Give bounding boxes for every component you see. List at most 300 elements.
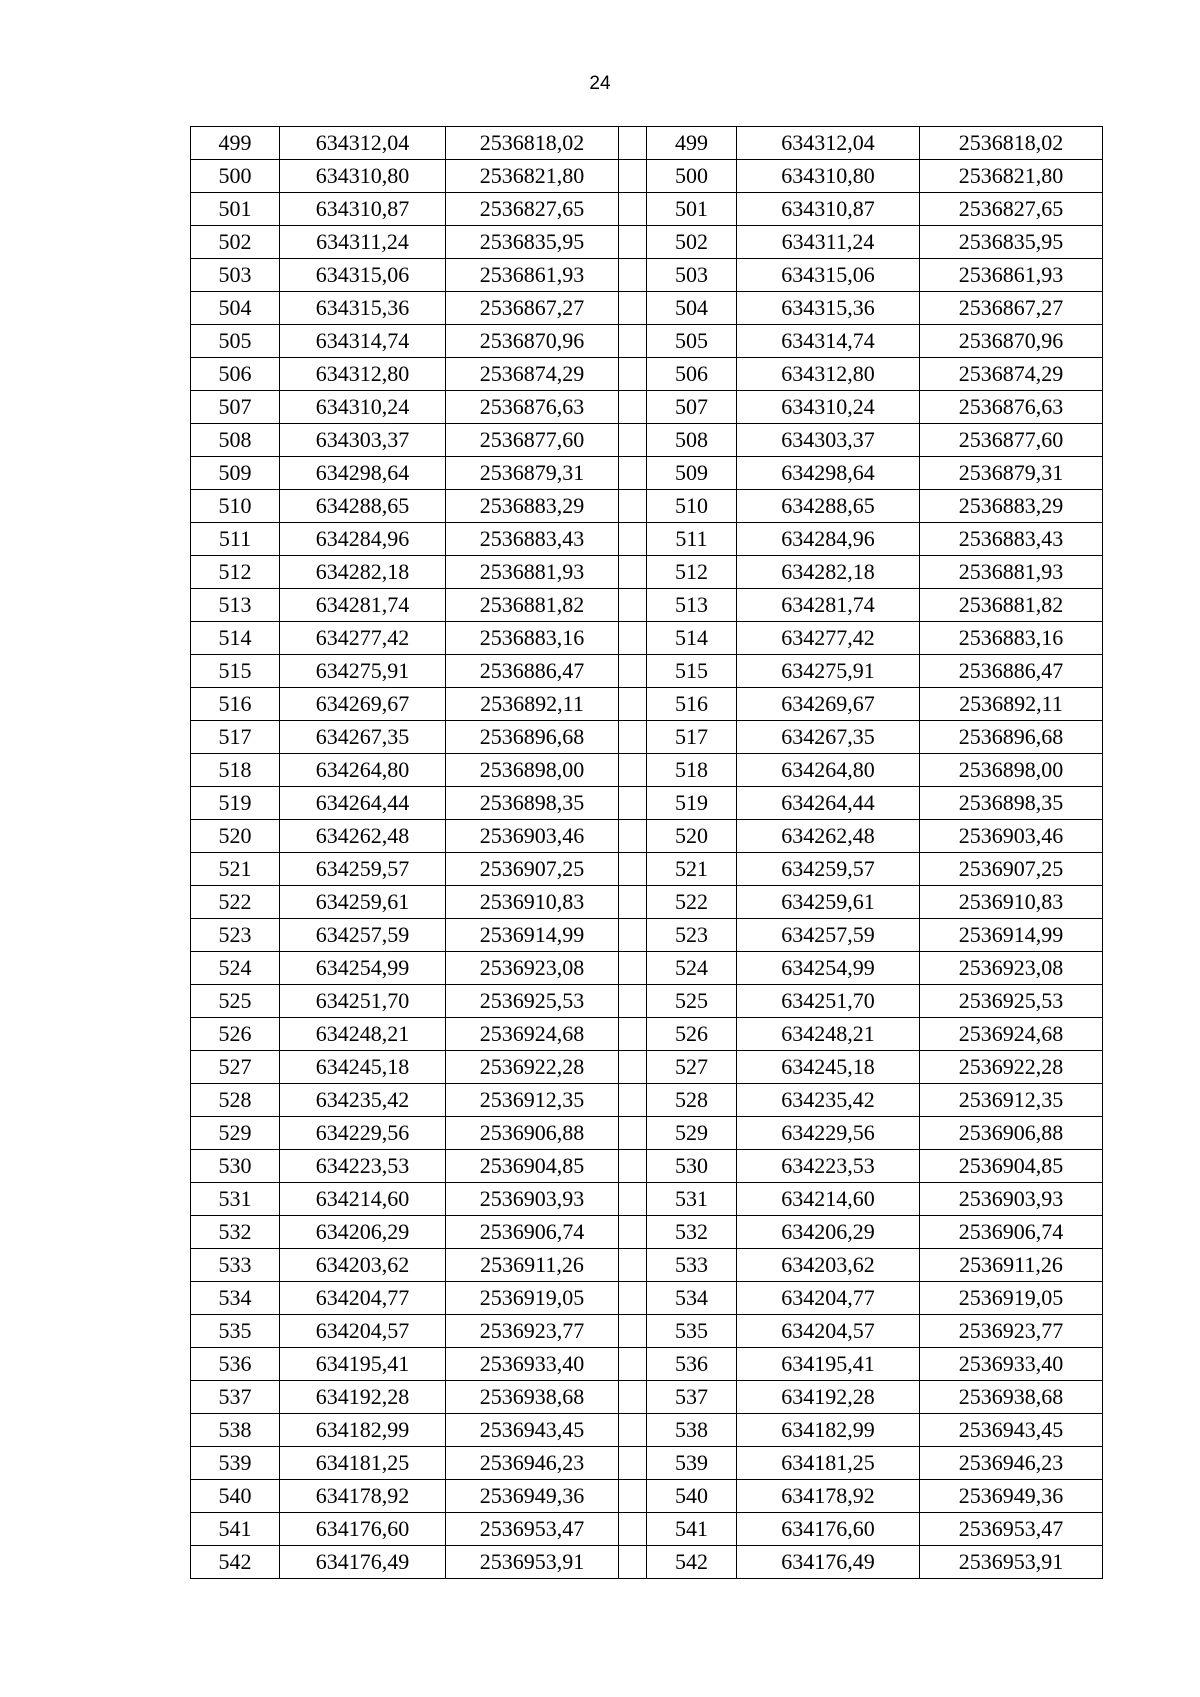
right-point-number-cell: 522 — [647, 886, 737, 919]
coordinates-table-body — [191, 127, 1103, 1579]
left-point-number-cell: 527 — [191, 1051, 280, 1084]
right-y-coordinate-cell: 2536938,68 — [920, 1381, 1103, 1414]
right-point-number-cell: 536 — [647, 1348, 737, 1381]
left-y-coordinate-cell: 2536821,80 — [446, 160, 619, 193]
page-number: 24 — [589, 73, 611, 94]
left-y-coordinate-cell: 2536827,65 — [446, 193, 619, 226]
separator-cell — [619, 589, 647, 622]
left-x-coordinate-cell: 634281,74 — [280, 589, 446, 622]
left-point-number-cell: 509 — [191, 457, 280, 490]
right-point-number-cell: 517 — [647, 721, 737, 754]
table-row — [191, 1282, 1103, 1315]
right-point-number-cell: 506 — [647, 358, 737, 391]
left-x-coordinate-cell: 634269,67 — [280, 688, 446, 721]
right-x-coordinate-cell: 634229,56 — [737, 1117, 920, 1150]
right-y-coordinate-cell: 2536886,47 — [920, 655, 1103, 688]
separator-cell — [619, 1315, 647, 1348]
left-point-number-cell: 526 — [191, 1018, 280, 1051]
separator-cell — [619, 424, 647, 457]
left-x-coordinate-cell: 634257,59 — [280, 919, 446, 952]
table-row — [191, 1051, 1103, 1084]
table-row — [191, 754, 1103, 787]
right-x-coordinate-cell: 634251,70 — [737, 985, 920, 1018]
right-x-coordinate-cell: 634264,44 — [737, 787, 920, 820]
right-y-coordinate-cell: 2536821,80 — [920, 160, 1103, 193]
left-point-number-cell: 504 — [191, 292, 280, 325]
right-point-number-cell: 500 — [647, 160, 737, 193]
left-x-coordinate-cell: 634195,41 — [280, 1348, 446, 1381]
separator-cell — [619, 490, 647, 523]
left-x-coordinate-cell: 634277,42 — [280, 622, 446, 655]
table-row — [191, 1513, 1103, 1546]
left-point-number-cell: 536 — [191, 1348, 280, 1381]
right-x-coordinate-cell: 634178,92 — [737, 1480, 920, 1513]
right-x-coordinate-cell: 634284,96 — [737, 523, 920, 556]
separator-cell — [619, 886, 647, 919]
separator-cell — [619, 1018, 647, 1051]
left-y-coordinate-cell: 2536906,88 — [446, 1117, 619, 1150]
separator-cell — [619, 985, 647, 1018]
right-x-coordinate-cell: 634264,80 — [737, 754, 920, 787]
table-row — [191, 1480, 1103, 1513]
table-row — [191, 589, 1103, 622]
table-row — [191, 853, 1103, 886]
table-row — [191, 985, 1103, 1018]
right-y-coordinate-cell: 2536925,53 — [920, 985, 1103, 1018]
right-point-number-cell: 513 — [647, 589, 737, 622]
right-x-coordinate-cell: 634245,18 — [737, 1051, 920, 1084]
right-point-number-cell: 530 — [647, 1150, 737, 1183]
left-x-coordinate-cell: 634248,21 — [280, 1018, 446, 1051]
right-x-coordinate-cell: 634235,42 — [737, 1084, 920, 1117]
right-point-number-cell: 539 — [647, 1447, 737, 1480]
left-y-coordinate-cell: 2536943,45 — [446, 1414, 619, 1447]
right-point-number-cell: 515 — [647, 655, 737, 688]
table-row — [191, 622, 1103, 655]
table-row — [191, 325, 1103, 358]
left-point-number-cell: 502 — [191, 226, 280, 259]
separator-cell — [619, 292, 647, 325]
right-x-coordinate-cell: 634267,35 — [737, 721, 920, 754]
right-y-coordinate-cell: 2536867,27 — [920, 292, 1103, 325]
right-point-number-cell: 525 — [647, 985, 737, 1018]
left-y-coordinate-cell: 2536861,93 — [446, 259, 619, 292]
table-row — [191, 523, 1103, 556]
right-x-coordinate-cell: 634182,99 — [737, 1414, 920, 1447]
separator-cell — [619, 952, 647, 985]
right-x-coordinate-cell: 634176,49 — [737, 1546, 920, 1579]
separator-cell — [619, 556, 647, 589]
left-point-number-cell: 528 — [191, 1084, 280, 1117]
right-point-number-cell: 526 — [647, 1018, 737, 1051]
separator-cell — [619, 919, 647, 952]
separator-cell — [619, 1117, 647, 1150]
right-point-number-cell: 521 — [647, 853, 737, 886]
separator-cell — [619, 1051, 647, 1084]
right-point-number-cell: 533 — [647, 1249, 737, 1282]
right-y-coordinate-cell: 2536898,35 — [920, 787, 1103, 820]
table-row — [191, 1117, 1103, 1150]
right-y-coordinate-cell: 2536898,00 — [920, 754, 1103, 787]
right-y-coordinate-cell: 2536877,60 — [920, 424, 1103, 457]
right-x-coordinate-cell: 634275,91 — [737, 655, 920, 688]
right-x-coordinate-cell: 634277,42 — [737, 622, 920, 655]
left-x-coordinate-cell: 634254,99 — [280, 952, 446, 985]
separator-cell — [619, 391, 647, 424]
left-x-coordinate-cell: 634181,25 — [280, 1447, 446, 1480]
left-point-number-cell: 534 — [191, 1282, 280, 1315]
left-y-coordinate-cell: 2536946,23 — [446, 1447, 619, 1480]
right-x-coordinate-cell: 634259,57 — [737, 853, 920, 886]
right-x-coordinate-cell: 634257,59 — [737, 919, 920, 952]
left-point-number-cell: 520 — [191, 820, 280, 853]
right-y-coordinate-cell: 2536922,28 — [920, 1051, 1103, 1084]
right-x-coordinate-cell: 634288,65 — [737, 490, 920, 523]
right-y-coordinate-cell: 2536933,40 — [920, 1348, 1103, 1381]
right-point-number-cell: 542 — [647, 1546, 737, 1579]
table-row — [191, 1018, 1103, 1051]
left-point-number-cell: 532 — [191, 1216, 280, 1249]
right-y-coordinate-cell: 2536861,93 — [920, 259, 1103, 292]
left-y-coordinate-cell: 2536904,85 — [446, 1150, 619, 1183]
right-point-number-cell: 518 — [647, 754, 737, 787]
right-x-coordinate-cell: 634269,67 — [737, 688, 920, 721]
right-y-coordinate-cell: 2536818,02 — [920, 127, 1103, 160]
table-row — [191, 160, 1103, 193]
separator-cell — [619, 325, 647, 358]
separator-cell — [619, 1249, 647, 1282]
table-row — [191, 1447, 1103, 1480]
right-y-coordinate-cell: 2536881,82 — [920, 589, 1103, 622]
separator-cell — [619, 259, 647, 292]
right-y-coordinate-cell: 2536892,11 — [920, 688, 1103, 721]
right-point-number-cell: 502 — [647, 226, 737, 259]
right-x-coordinate-cell: 634281,74 — [737, 589, 920, 622]
left-y-coordinate-cell: 2536953,47 — [446, 1513, 619, 1546]
separator-cell — [619, 688, 647, 721]
table-row — [191, 127, 1103, 160]
table-row — [191, 490, 1103, 523]
left-x-coordinate-cell: 634229,56 — [280, 1117, 446, 1150]
separator-cell — [619, 1084, 647, 1117]
left-y-coordinate-cell: 2536938,68 — [446, 1381, 619, 1414]
right-x-coordinate-cell: 634310,87 — [737, 193, 920, 226]
left-y-coordinate-cell: 2536881,82 — [446, 589, 619, 622]
left-point-number-cell: 507 — [191, 391, 280, 424]
right-y-coordinate-cell: 2536943,45 — [920, 1414, 1103, 1447]
left-y-coordinate-cell: 2536953,91 — [446, 1546, 619, 1579]
table-row — [191, 1183, 1103, 1216]
left-point-number-cell: 537 — [191, 1381, 280, 1414]
right-x-coordinate-cell: 634204,77 — [737, 1282, 920, 1315]
separator-cell — [619, 1513, 647, 1546]
right-y-coordinate-cell: 2536946,23 — [920, 1447, 1103, 1480]
right-y-coordinate-cell: 2536883,29 — [920, 490, 1103, 523]
right-x-coordinate-cell: 634206,29 — [737, 1216, 920, 1249]
left-x-coordinate-cell: 634312,04 — [280, 127, 446, 160]
right-point-number-cell: 507 — [647, 391, 737, 424]
table-row — [191, 424, 1103, 457]
left-y-coordinate-cell: 2536879,31 — [446, 457, 619, 490]
right-point-number-cell: 503 — [647, 259, 737, 292]
right-x-coordinate-cell: 634312,04 — [737, 127, 920, 160]
separator-cell — [619, 358, 647, 391]
right-point-number-cell: 508 — [647, 424, 737, 457]
left-y-coordinate-cell: 2536911,26 — [446, 1249, 619, 1282]
table-row — [191, 919, 1103, 952]
table-row — [191, 1381, 1103, 1414]
right-point-number-cell: 528 — [647, 1084, 737, 1117]
left-y-coordinate-cell: 2536898,00 — [446, 754, 619, 787]
right-point-number-cell: 509 — [647, 457, 737, 490]
separator-cell — [619, 160, 647, 193]
left-point-number-cell: 541 — [191, 1513, 280, 1546]
left-point-number-cell: 516 — [191, 688, 280, 721]
left-y-coordinate-cell: 2536910,83 — [446, 886, 619, 919]
right-point-number-cell: 529 — [647, 1117, 737, 1150]
right-point-number-cell: 524 — [647, 952, 737, 985]
left-point-number-cell: 508 — [191, 424, 280, 457]
right-point-number-cell: 540 — [647, 1480, 737, 1513]
left-point-number-cell: 538 — [191, 1414, 280, 1447]
right-y-coordinate-cell: 2536923,08 — [920, 952, 1103, 985]
left-point-number-cell: 503 — [191, 259, 280, 292]
right-y-coordinate-cell: 2536910,83 — [920, 886, 1103, 919]
right-x-coordinate-cell: 634315,36 — [737, 292, 920, 325]
right-x-coordinate-cell: 634203,62 — [737, 1249, 920, 1282]
right-point-number-cell: 535 — [647, 1315, 737, 1348]
left-x-coordinate-cell: 634312,80 — [280, 358, 446, 391]
right-y-coordinate-cell: 2536827,65 — [920, 193, 1103, 226]
left-y-coordinate-cell: 2536818,02 — [446, 127, 619, 160]
table-row — [191, 1150, 1103, 1183]
right-x-coordinate-cell: 634214,60 — [737, 1183, 920, 1216]
separator-cell — [619, 1216, 647, 1249]
right-y-coordinate-cell: 2536953,47 — [920, 1513, 1103, 1546]
table-row — [191, 391, 1103, 424]
coordinates-table — [190, 126, 1103, 1579]
right-point-number-cell: 514 — [647, 622, 737, 655]
right-y-coordinate-cell: 2536923,77 — [920, 1315, 1103, 1348]
left-y-coordinate-cell: 2536874,29 — [446, 358, 619, 391]
left-y-coordinate-cell: 2536883,16 — [446, 622, 619, 655]
left-point-number-cell: 530 — [191, 1150, 280, 1183]
right-y-coordinate-cell: 2536879,31 — [920, 457, 1103, 490]
left-x-coordinate-cell: 634214,60 — [280, 1183, 446, 1216]
left-x-coordinate-cell: 634315,06 — [280, 259, 446, 292]
right-x-coordinate-cell: 634192,28 — [737, 1381, 920, 1414]
right-point-number-cell: 511 — [647, 523, 737, 556]
table-row — [191, 1546, 1103, 1579]
left-y-coordinate-cell: 2536933,40 — [446, 1348, 619, 1381]
left-point-number-cell: 506 — [191, 358, 280, 391]
left-y-coordinate-cell: 2536892,11 — [446, 688, 619, 721]
separator-cell — [619, 655, 647, 688]
left-x-coordinate-cell: 634259,57 — [280, 853, 446, 886]
separator-cell — [619, 1282, 647, 1315]
left-point-number-cell: 513 — [191, 589, 280, 622]
right-point-number-cell: 541 — [647, 1513, 737, 1546]
separator-cell — [619, 1447, 647, 1480]
left-point-number-cell: 533 — [191, 1249, 280, 1282]
left-point-number-cell: 522 — [191, 886, 280, 919]
right-x-coordinate-cell: 634223,53 — [737, 1150, 920, 1183]
right-point-number-cell: 510 — [647, 490, 737, 523]
right-point-number-cell: 516 — [647, 688, 737, 721]
table-row — [191, 556, 1103, 589]
left-y-coordinate-cell: 2536923,77 — [446, 1315, 619, 1348]
separator-cell — [619, 523, 647, 556]
right-x-coordinate-cell: 634311,24 — [737, 226, 920, 259]
left-x-coordinate-cell: 634267,35 — [280, 721, 446, 754]
separator-cell — [619, 1414, 647, 1447]
separator-cell — [619, 226, 647, 259]
right-x-coordinate-cell: 634298,64 — [737, 457, 920, 490]
left-point-number-cell: 505 — [191, 325, 280, 358]
left-y-coordinate-cell: 2536835,95 — [446, 226, 619, 259]
left-x-coordinate-cell: 634298,64 — [280, 457, 446, 490]
table-row — [191, 1315, 1103, 1348]
left-x-coordinate-cell: 634315,36 — [280, 292, 446, 325]
right-y-coordinate-cell: 2536953,91 — [920, 1546, 1103, 1579]
left-x-coordinate-cell: 634204,57 — [280, 1315, 446, 1348]
right-x-coordinate-cell: 634282,18 — [737, 556, 920, 589]
separator-cell — [619, 1546, 647, 1579]
right-point-number-cell: 537 — [647, 1381, 737, 1414]
left-y-coordinate-cell: 2536886,47 — [446, 655, 619, 688]
left-x-coordinate-cell: 634275,91 — [280, 655, 446, 688]
left-point-number-cell: 499 — [191, 127, 280, 160]
right-point-number-cell: 527 — [647, 1051, 737, 1084]
right-point-number-cell: 499 — [647, 127, 737, 160]
right-point-number-cell: 504 — [647, 292, 737, 325]
right-point-number-cell: 505 — [647, 325, 737, 358]
left-point-number-cell: 519 — [191, 787, 280, 820]
table-row — [191, 820, 1103, 853]
left-point-number-cell: 535 — [191, 1315, 280, 1348]
left-point-number-cell: 501 — [191, 193, 280, 226]
left-y-coordinate-cell: 2536867,27 — [446, 292, 619, 325]
right-y-coordinate-cell: 2536914,99 — [920, 919, 1103, 952]
table-row — [191, 1414, 1103, 1447]
left-x-coordinate-cell: 634206,29 — [280, 1216, 446, 1249]
left-x-coordinate-cell: 634251,70 — [280, 985, 446, 1018]
left-x-coordinate-cell: 634264,80 — [280, 754, 446, 787]
right-y-coordinate-cell: 2536907,25 — [920, 853, 1103, 886]
left-x-coordinate-cell: 634204,77 — [280, 1282, 446, 1315]
left-x-coordinate-cell: 634262,48 — [280, 820, 446, 853]
left-x-coordinate-cell: 634284,96 — [280, 523, 446, 556]
left-y-coordinate-cell: 2536876,63 — [446, 391, 619, 424]
left-point-number-cell: 514 — [191, 622, 280, 655]
table-row — [191, 1084, 1103, 1117]
left-y-coordinate-cell: 2536923,08 — [446, 952, 619, 985]
left-x-coordinate-cell: 634314,74 — [280, 325, 446, 358]
table-row — [191, 259, 1103, 292]
left-y-coordinate-cell: 2536912,35 — [446, 1084, 619, 1117]
left-x-coordinate-cell: 634223,53 — [280, 1150, 446, 1183]
right-point-number-cell: 519 — [647, 787, 737, 820]
right-y-coordinate-cell: 2536904,85 — [920, 1150, 1103, 1183]
separator-cell — [619, 622, 647, 655]
right-point-number-cell: 534 — [647, 1282, 737, 1315]
right-point-number-cell: 512 — [647, 556, 737, 589]
table-row — [191, 358, 1103, 391]
separator-cell — [619, 787, 647, 820]
right-y-coordinate-cell: 2536911,26 — [920, 1249, 1103, 1282]
right-x-coordinate-cell: 634310,80 — [737, 160, 920, 193]
separator-cell — [619, 1183, 647, 1216]
separator-cell — [619, 853, 647, 886]
left-x-coordinate-cell: 634311,24 — [280, 226, 446, 259]
left-point-number-cell: 510 — [191, 490, 280, 523]
right-point-number-cell: 523 — [647, 919, 737, 952]
right-y-coordinate-cell: 2536903,46 — [920, 820, 1103, 853]
left-y-coordinate-cell: 2536883,29 — [446, 490, 619, 523]
left-point-number-cell: 540 — [191, 1480, 280, 1513]
left-x-coordinate-cell: 634288,65 — [280, 490, 446, 523]
left-y-coordinate-cell: 2536925,53 — [446, 985, 619, 1018]
right-y-coordinate-cell: 2536883,43 — [920, 523, 1103, 556]
left-y-coordinate-cell: 2536919,05 — [446, 1282, 619, 1315]
left-point-number-cell: 523 — [191, 919, 280, 952]
right-x-coordinate-cell: 634176,60 — [737, 1513, 920, 1546]
left-y-coordinate-cell: 2536903,46 — [446, 820, 619, 853]
separator-cell — [619, 1150, 647, 1183]
right-x-coordinate-cell: 634303,37 — [737, 424, 920, 457]
left-y-coordinate-cell: 2536914,99 — [446, 919, 619, 952]
table-row — [191, 1348, 1103, 1381]
right-x-coordinate-cell: 634310,24 — [737, 391, 920, 424]
left-y-coordinate-cell: 2536922,28 — [446, 1051, 619, 1084]
left-y-coordinate-cell: 2536883,43 — [446, 523, 619, 556]
right-y-coordinate-cell: 2536874,29 — [920, 358, 1103, 391]
separator-cell — [619, 1480, 647, 1513]
right-y-coordinate-cell: 2536919,05 — [920, 1282, 1103, 1315]
separator-cell — [619, 193, 647, 226]
left-x-coordinate-cell: 634182,99 — [280, 1414, 446, 1447]
right-x-coordinate-cell: 634248,21 — [737, 1018, 920, 1051]
table-row — [191, 292, 1103, 325]
left-y-coordinate-cell: 2536907,25 — [446, 853, 619, 886]
right-point-number-cell: 520 — [647, 820, 737, 853]
table-row — [191, 1216, 1103, 1249]
separator-cell — [619, 457, 647, 490]
separator-cell — [619, 721, 647, 754]
right-y-coordinate-cell: 2536881,93 — [920, 556, 1103, 589]
right-y-coordinate-cell: 2536835,95 — [920, 226, 1103, 259]
left-point-number-cell: 539 — [191, 1447, 280, 1480]
separator-cell — [619, 1348, 647, 1381]
table-row — [191, 721, 1103, 754]
right-x-coordinate-cell: 634312,80 — [737, 358, 920, 391]
left-x-coordinate-cell: 634259,61 — [280, 886, 446, 919]
left-y-coordinate-cell: 2536881,93 — [446, 556, 619, 589]
left-point-number-cell: 525 — [191, 985, 280, 1018]
right-x-coordinate-cell: 634315,06 — [737, 259, 920, 292]
right-point-number-cell: 532 — [647, 1216, 737, 1249]
right-y-coordinate-cell: 2536906,88 — [920, 1117, 1103, 1150]
right-point-number-cell: 538 — [647, 1414, 737, 1447]
left-x-coordinate-cell: 634235,42 — [280, 1084, 446, 1117]
left-y-coordinate-cell: 2536924,68 — [446, 1018, 619, 1051]
right-point-number-cell: 531 — [647, 1183, 737, 1216]
left-x-coordinate-cell: 634310,24 — [280, 391, 446, 424]
left-point-number-cell: 529 — [191, 1117, 280, 1150]
table-row — [191, 688, 1103, 721]
left-point-number-cell: 518 — [191, 754, 280, 787]
left-y-coordinate-cell: 2536903,93 — [446, 1183, 619, 1216]
